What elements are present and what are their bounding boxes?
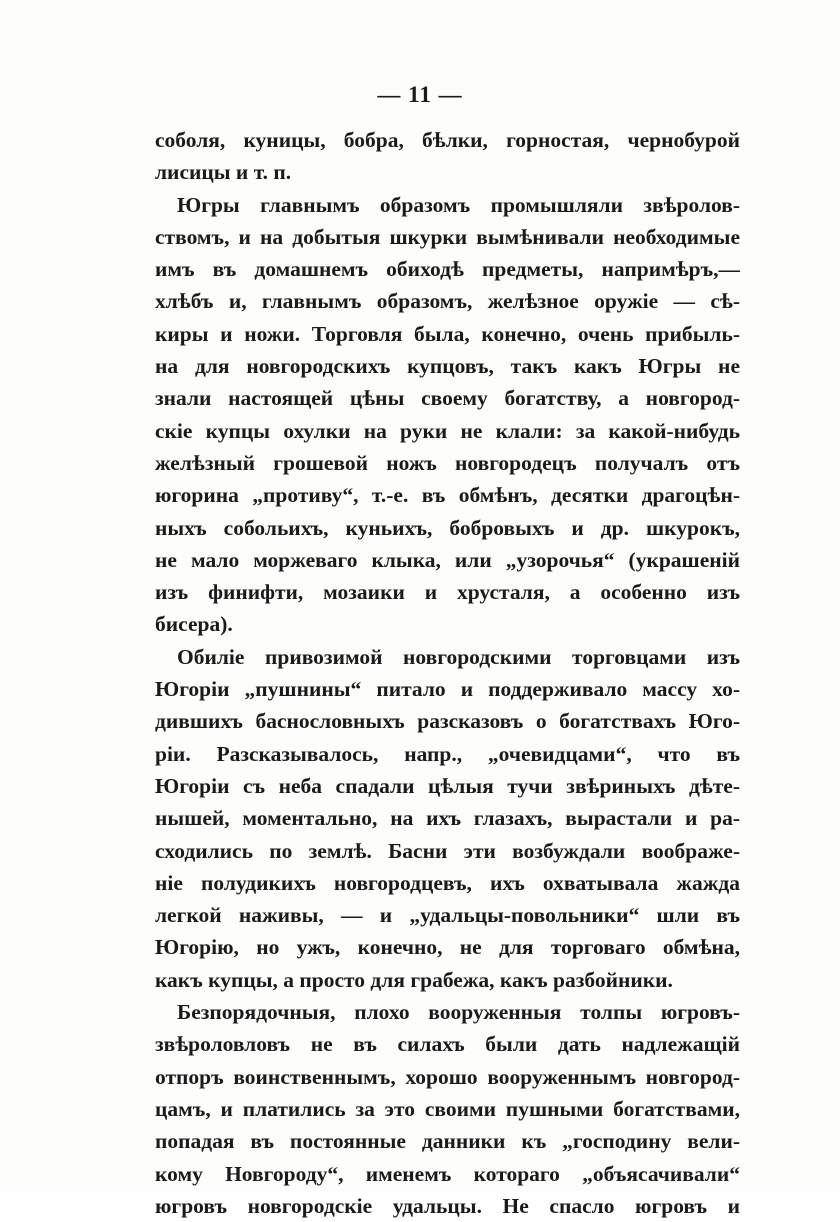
text-line: какъ купцы, а просто для грабежа, какъ разбойники. xyxy=(155,967,673,992)
text-line: отпоръ воинственнымъ, хорошо вооруженнымъ новгород- xyxy=(155,1064,740,1089)
text-line: ствомъ, и на добытыя шкурки вымѣнивали необходимые xyxy=(155,224,740,249)
text-line: попадая въ постоянные данники къ „господину вели- xyxy=(155,1129,740,1154)
text-line: изъ финифти, мозаики и хрусталя, а особенно изъ xyxy=(155,580,740,605)
text-line: знали настоящей цѣны своему богатству, а новгород- xyxy=(155,386,740,411)
text-line: имъ въ домашнемъ обиходѣ предметы, напримѣръ,— xyxy=(155,257,740,282)
text-line: нышей, моментально, на ихъ глазахъ, вырастали и ра- xyxy=(155,806,740,831)
text-line: соболя, куницы, бобра, бѣлки, горностая, чернобурой xyxy=(155,128,740,152)
body-text xyxy=(155,124,740,1222)
text-line: бисера). xyxy=(155,612,233,637)
text-line: Югоріи съ неба спадали цѣлыя тучи звѣриныхъ дѣте- xyxy=(155,773,740,798)
text-line: Безпорядочныя, плохо вооруженныя толпы югровъ- xyxy=(177,1000,740,1025)
text-line: югорина „противу“, т.-е. въ обмѣнъ, десятки драгоцѣн- xyxy=(155,483,740,508)
text-line: желѣзный грошевой ножъ новгородецъ получалъ отъ xyxy=(155,450,740,475)
text-line: на для новгородскихъ купцовъ, такъ какъ Югры не xyxy=(155,354,740,379)
text-line: Югорію, но ужъ, конечно, не для торговаго обмѣна, xyxy=(155,935,740,960)
text-line: хлѣбъ и, главнымъ образомъ, желѣзное оружіе — сѣ- xyxy=(155,289,740,314)
text-line: дившихъ баснословныхъ разсказовъ о богатствахъ Юго- xyxy=(155,709,740,734)
text-line: не мало моржеваго клыка, или „узорочья“ (украшеній xyxy=(155,547,740,572)
text-line: лисицы и т. п. xyxy=(155,160,292,185)
text-line: ніе полудикихъ новгородцевъ, ихъ охватывала жажда xyxy=(155,870,740,895)
text-line: Югры главнымъ образомъ промышляли звѣролов- xyxy=(177,192,740,217)
page-number: — 11 — xyxy=(377,82,463,107)
text-line: сходились по землѣ. Басни эти возбуждали воображе- xyxy=(155,838,740,863)
text-line: Югоріи „пушнины“ питало и поддерживало массу хо- xyxy=(155,677,740,702)
text-line: кому Новгороду“, именемъ котораго „объясачивали“ xyxy=(155,1161,740,1186)
text-line: ріи. Разсказывалось, напр., „очевидцами“, что въ xyxy=(155,741,740,766)
text-line: скіе купцы охулки на руки не клали: за какой-нибудь xyxy=(155,418,740,443)
text-line: киры и ножи. Торговля была, конечно, очень прибыль- xyxy=(155,321,740,346)
text-line: югровъ новгородскіе удальцы. Не спасло югровъ и xyxy=(155,1193,740,1218)
text-line: ныхъ собольихъ, куньихъ, бобровыхъ и др. шкурокъ, xyxy=(155,515,740,540)
text-line: цамъ, и платились за это своими пушными богатствами, xyxy=(155,1096,740,1121)
text-line: легкой наживы, — и „удальцы-повольники“ шли въ xyxy=(155,903,740,928)
text-line: Обиліе привозимой новгородскими торговцами изъ xyxy=(177,644,740,669)
text-line: звѣроловловъ не въ силахъ были дать надлежащій xyxy=(155,1032,740,1057)
